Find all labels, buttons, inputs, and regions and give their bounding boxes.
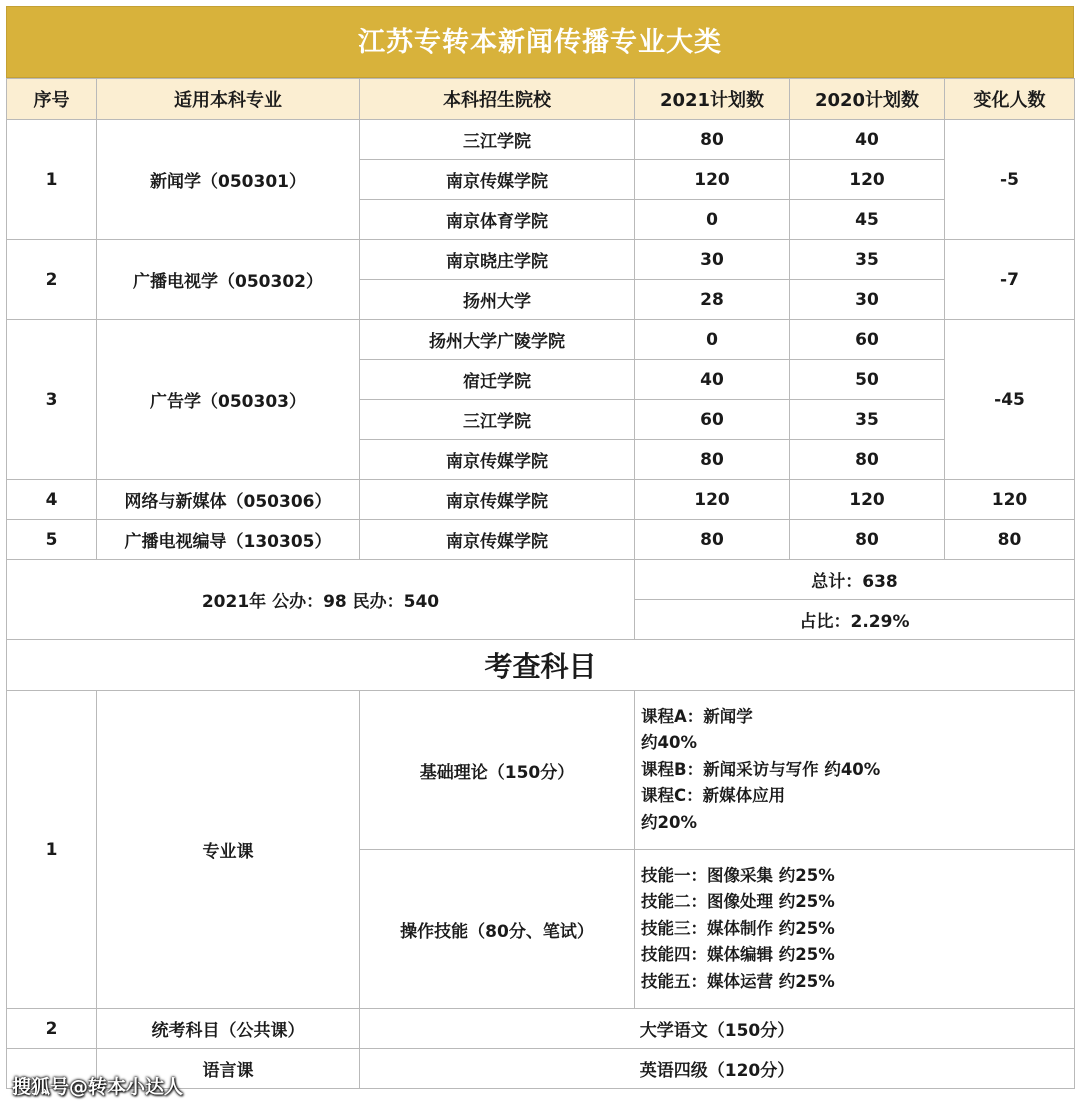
plan-2020-cell: 40 — [790, 120, 945, 160]
document-title: 江苏专转本新闻传播专业大类 — [6, 6, 1074, 78]
exam-subject: 英语四级（120分） — [360, 1049, 1075, 1089]
exam-row — [7, 691, 1075, 850]
change-cell: -5 — [945, 120, 1075, 240]
major-cell: 广播电视学（050302） — [97, 240, 360, 320]
plan-2021-cell: 80 — [635, 440, 790, 480]
major-cell: 新闻学（050301） — [97, 120, 360, 240]
major-cell: 网络与新媒体（050306） — [97, 480, 360, 520]
summary-ratio: 占比：2.29% — [635, 600, 1075, 640]
exam-item-details — [635, 850, 1075, 1009]
plan-2020-cell: 120 — [790, 160, 945, 200]
table-row — [7, 520, 1075, 560]
header-row — [7, 79, 1075, 120]
plan-2020-cell: 80 — [790, 520, 945, 560]
school-cell: 三江学院 — [360, 400, 635, 440]
section-title: 考查科目 — [7, 640, 1075, 691]
detail-line: 技能四：媒体编辑 约25% — [641, 945, 835, 965]
detail-line: 技能二：图像处理 约25% — [641, 892, 835, 912]
change-cell: -7 — [945, 240, 1075, 320]
plan-2020-cell: 35 — [790, 240, 945, 280]
table-row — [7, 240, 1075, 280]
change-cell: -45 — [945, 320, 1075, 480]
detail-line: 约20% — [641, 812, 697, 832]
exam-category: 统考科目（公共课） — [97, 1009, 360, 1049]
detail-line: 技能三：媒体制作 约25% — [641, 918, 835, 938]
row-number: 4 — [7, 480, 97, 520]
header-cell: 适用本科专业 — [97, 79, 360, 120]
school-cell: 扬州大学广陵学院 — [360, 320, 635, 360]
detail-line: 技能一：图像采集 约25% — [641, 865, 835, 885]
plan-2021-cell: 80 — [635, 520, 790, 560]
exam-subject: 大学语文（150分） — [360, 1009, 1075, 1049]
header-cell: 本科招生院校 — [360, 79, 635, 120]
plan-2020-cell: 120 — [790, 480, 945, 520]
header-cell: 序号 — [7, 79, 97, 120]
row-number: 2 — [7, 240, 97, 320]
header-cell: 变化人数 — [945, 79, 1075, 120]
school-cell: 三江学院 — [360, 120, 635, 160]
summary-total: 总计：638 — [635, 560, 1075, 600]
plan-2020-cell: 45 — [790, 200, 945, 240]
table-row — [7, 120, 1075, 160]
school-cell: 南京晓庄学院 — [360, 240, 635, 280]
plan-2020-cell: 50 — [790, 360, 945, 400]
row-number: 3 — [7, 320, 97, 480]
exam-item: 基础理论（150分） — [360, 691, 635, 850]
section-header-row — [7, 640, 1075, 691]
row-number: 1 — [7, 691, 97, 1009]
row-number: 2 — [7, 1009, 97, 1049]
detail-line: 约40% — [641, 733, 697, 753]
summary-breakdown: 2021年 公办：98 民办：540 — [7, 560, 635, 640]
school-cell: 扬州大学 — [360, 280, 635, 320]
plan-2021-cell: 120 — [635, 160, 790, 200]
plan-2020-cell: 30 — [790, 280, 945, 320]
plan-2021-cell: 30 — [635, 240, 790, 280]
school-cell: 南京体育学院 — [360, 200, 635, 240]
detail-line: 课程A：新闻学 — [641, 706, 753, 726]
school-cell: 南京传媒学院 — [360, 440, 635, 480]
detail-line: 课程C：新媒体应用 — [641, 786, 786, 806]
plan-2021-cell: 60 — [635, 400, 790, 440]
school-cell: 宿迁学院 — [360, 360, 635, 400]
plan-2021-cell: 40 — [635, 360, 790, 400]
plan-table — [6, 78, 1075, 1089]
major-cell: 广告学（050303） — [97, 320, 360, 480]
detail-line: 技能五：媒体运营 约25% — [641, 971, 835, 991]
plan-2021-cell: 80 — [635, 120, 790, 160]
school-cell: 南京传媒学院 — [360, 520, 635, 560]
plan-2020-cell: 35 — [790, 400, 945, 440]
exam-item: 操作技能（80分、笔试） — [360, 850, 635, 1009]
table-row — [7, 320, 1075, 360]
detail-line: 课程B：新闻采访与写作 约40% — [641, 759, 881, 779]
plan-2021-cell: 120 — [635, 480, 790, 520]
change-cell: 120 — [945, 480, 1075, 520]
plan-2020-cell: 60 — [790, 320, 945, 360]
header-cell: 2020计划数 — [790, 79, 945, 120]
document-sheet — [6, 6, 1074, 1089]
exam-item-details — [635, 691, 1075, 850]
header-cell: 2021计划数 — [635, 79, 790, 120]
exam-category: 语言课 — [97, 1049, 360, 1089]
plan-2020-cell: 80 — [790, 440, 945, 480]
school-cell: 南京传媒学院 — [360, 480, 635, 520]
plan-2021-cell: 0 — [635, 320, 790, 360]
change-cell: 80 — [945, 520, 1075, 560]
source-watermark: 搜狐号@转本小达人 — [12, 1076, 184, 1098]
row-number: 5 — [7, 520, 97, 560]
plan-2021-cell: 0 — [635, 200, 790, 240]
exam-category: 专业课 — [97, 691, 360, 1009]
table-row — [7, 480, 1075, 520]
major-cell: 广播电视编导（130305） — [97, 520, 360, 560]
plan-2021-cell: 28 — [635, 280, 790, 320]
school-cell: 南京传媒学院 — [360, 160, 635, 200]
row-number: 1 — [7, 120, 97, 240]
exam-row — [7, 1009, 1075, 1049]
summary-row — [7, 560, 1075, 600]
